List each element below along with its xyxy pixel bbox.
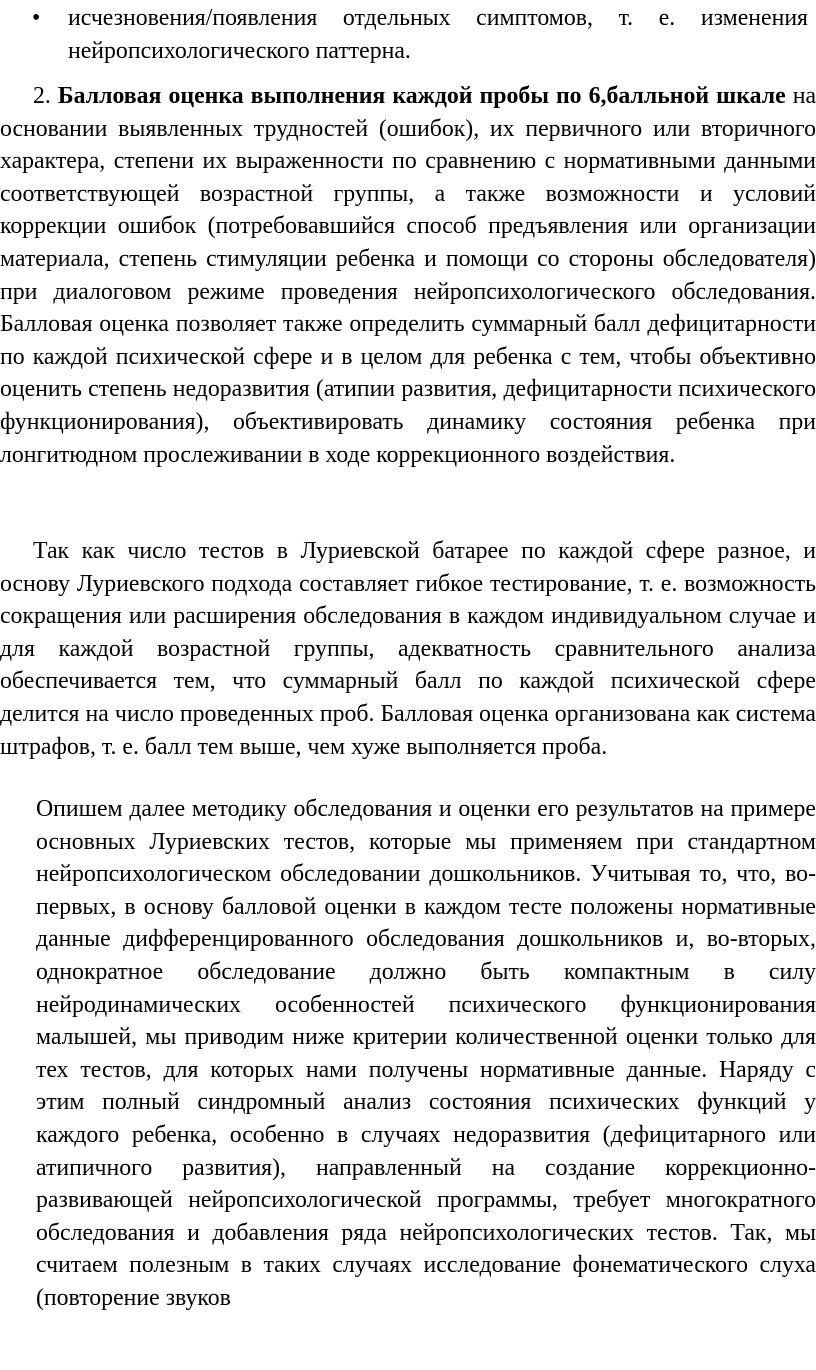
paragraph-body: на основании выявленных трудностей (ошибок), их первичного или вторичного характера, степени их выраженности по сравнению с нормативными данными соответствующей возрастной группы, а также возможности и условий коррекции ошибок (потребовавшийся способ предъявления или организации материала, степень стимуляции ребенка и помощи со стороны обследователя) при диалоговом режиме проведения нейропсихологического обследования. Балловая оценка позволяет также определить суммарный балл дефицитарности по каждой психической сфере и в целом для ребенка с тем, чтобы объективно оценить степень недоразвития (атипии развития, дефицитарности психического функционирования), объективировать динамику состояния ребенка при лонгитюдном прослеживании в ходе коррекционного воздействия. (0, 83, 816, 468)
paragraph-test-count (0, 535, 816, 763)
paragraph-methodology (36, 793, 816, 1370)
paragraph-number: 2. (33, 83, 58, 109)
bullet-list-item (32, 2, 808, 67)
paragraph-bold-heading: Балловая оценка выполнения каждой пробы по 6,балльной шкале (57, 83, 786, 109)
paragraph-scoring (0, 80, 816, 471)
paragraph-body: Так как число тестов в Луриевской батарее по каждой сфере разное, и основу Луриевского подхода составляет гибкое тестирование, т. е. возможность сокращения или расширения обследования в каждом индивидуальном случае и для каждой возрастной группы, адекватность сравнительного анализа обеспечивается тем, что суммарный балл по каждой психической сфере делится на число проведенных проб. Балловая оценка организована как система штрафов, т. е. балл тем выше, чем хуже выполняется проба. (0, 538, 816, 760)
bullet-icon: • (32, 5, 41, 31)
bullet-text: исчезновения/появления отдельных симптомов, т. е. изменения нейропсихологического паттерна. (68, 5, 808, 64)
paragraph-body: Опишем далее методику обследования и оценки его результатов на примере основных Луриевских тестов, которые мы применяем при стандартном нейропсихологическом обследовании дошкольников. Учитывая то, что, во-первых, в основу балловой оценки в каждом тесте положены нормативные данные дифференцированного обследования дошкольников и, во-вторых, однократное обследование должно быть компактным в силу нейродинамических особенностей психического функционирования малышей, мы приводим ниже критерии количественной оценки только для тех тестов, для которых нами получены нормативные данные. Наряду с этим полный синдромный анализ состояния психических функций у каждого ребенка, особенно в случаях недоразвития (дефицитарного или атипичного развития), направленный на создание коррекционно-развивающей нейропсихологической программы, требует многократного обследования и добавления ряда нейропсихологических тестов. Так, мы считаем полезным в таких случаях исследование фонематического слуха (повторение звуков (36, 796, 816, 1311)
